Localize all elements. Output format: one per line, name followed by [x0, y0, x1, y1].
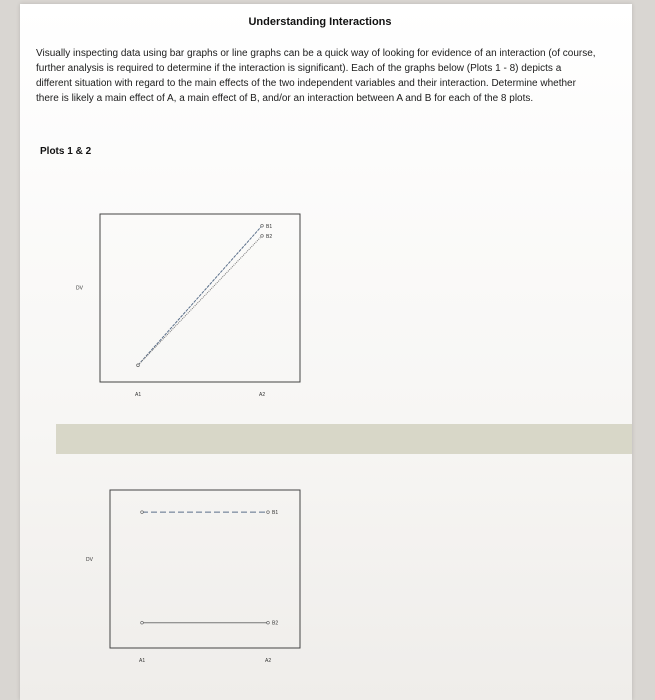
- data-point: [261, 224, 264, 227]
- series-label-b2: B2: [272, 620, 279, 627]
- section-label: Plots 1 & 2: [40, 146, 92, 157]
- data-point: [141, 621, 144, 624]
- data-point: [141, 511, 144, 514]
- plot-2: [86, 490, 310, 670]
- data-point: [267, 621, 270, 624]
- series-line-b2: [138, 236, 262, 365]
- data-point: [267, 511, 270, 514]
- x-tick-label: A2: [265, 658, 272, 664]
- series-label-b2: B2: [266, 233, 273, 240]
- plot-1: [76, 214, 300, 414]
- y-axis-label: DV: [86, 557, 93, 564]
- x-tick-label: A1: [139, 658, 146, 664]
- highlight-band: [56, 424, 632, 454]
- data-point: [137, 364, 140, 367]
- instructions-paragraph: Visually inspecting data using bar graphs or line graphs can be a quick way of looking for evidence of an interaction (of course, further analysis is required to determine if the interaction is significant). Each of the graphs below (Plots 1 - 8) depicts a different situation with regard to the main effects of the two independent variables and their interaction. Determine whether there is likely a main effect of A, a main effect of B, and/or an interaction between A and B for each of the 8 plots.: [36, 48, 596, 104]
- y-axis-label: DV: [76, 285, 83, 292]
- x-tick-label: A1: [135, 392, 142, 398]
- data-point: [261, 235, 264, 238]
- series-label-b1: B1: [272, 510, 279, 517]
- series-label-b1: B1: [266, 223, 273, 230]
- x-tick-label: A2: [259, 392, 266, 398]
- page-title: Understanding Interactions: [248, 16, 392, 28]
- series-line-b1: [138, 226, 262, 365]
